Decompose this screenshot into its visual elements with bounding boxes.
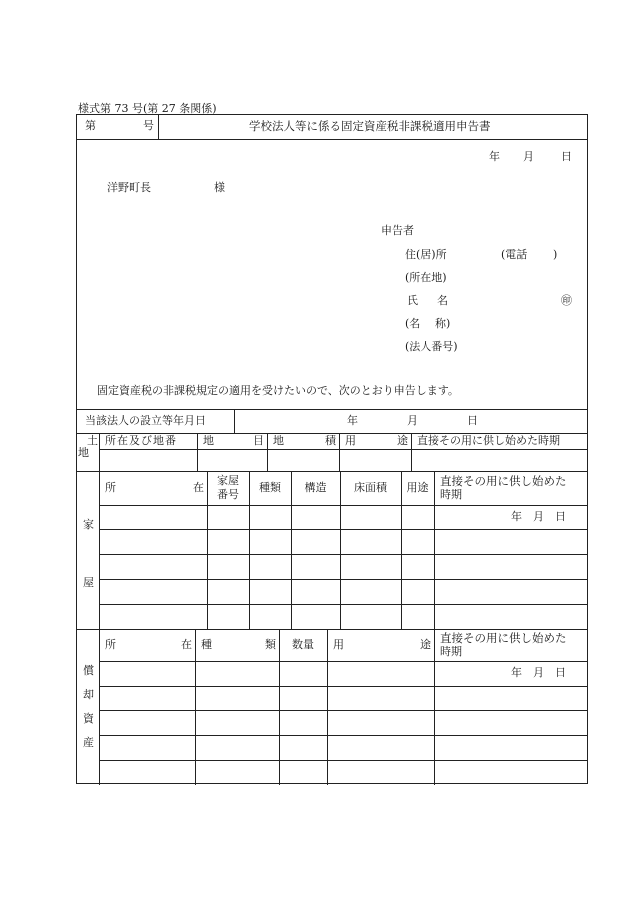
rule	[291, 471, 292, 629]
rule	[99, 529, 587, 530]
house-side-label-top: 家	[83, 518, 94, 531]
seal-icon: ㊞	[561, 294, 572, 307]
land-side-label-top: 土	[87, 434, 98, 447]
establishment-day: 日	[467, 414, 478, 427]
rule	[195, 629, 196, 785]
applicant-location-label: (所在地)	[405, 271, 447, 284]
establishment-label: 当該法人の設立等年月日	[85, 414, 206, 427]
depreciable-side-label-1: 償	[83, 664, 94, 677]
date-month-label: 月	[523, 150, 534, 163]
rule	[279, 629, 280, 785]
rule	[340, 471, 341, 629]
rule	[99, 604, 587, 605]
rule	[339, 433, 340, 471]
form-number-suffix: 号	[143, 119, 154, 132]
land-col-use-right: 途	[397, 434, 408, 447]
land-col-category-right: 目	[253, 434, 264, 447]
rule	[99, 629, 100, 785]
date-year-label: 年	[489, 150, 500, 163]
honorific: 様	[214, 181, 225, 194]
rule	[77, 139, 587, 140]
house-col-structure: 構造	[304, 481, 327, 494]
rule	[99, 661, 587, 662]
applicant-address-label: 住(居)所	[405, 248, 447, 261]
rule	[434, 629, 435, 785]
form-title: 学校法人等に係る固定資産税非課税適用申告書	[249, 119, 491, 133]
applicant-title-right: 称)	[435, 317, 451, 330]
depreciable-col-start-period-1: 直接その用に供し始めた	[440, 631, 567, 645]
rule	[249, 471, 250, 629]
depreciable-col-location-left: 所	[105, 638, 116, 651]
house-col-start-period-1: 直接その用に供し始めた	[440, 474, 567, 488]
rule	[99, 554, 587, 555]
land-side-label-bottom: 地	[78, 446, 89, 459]
rule	[77, 471, 587, 472]
depreciable-col-kind-left: 種	[201, 638, 212, 651]
depreciable-side-label-3: 資	[83, 712, 94, 725]
land-col-area-right: 積	[325, 434, 336, 447]
applicant-corp-number-label: (法人番号)	[405, 340, 458, 353]
house-col-location-right: 在	[193, 481, 204, 494]
rule	[158, 115, 159, 139]
rule	[99, 449, 587, 450]
land-col-location: 所在及び地番	[105, 434, 177, 447]
form-style-note: 様式第 73 号(第 27 条関係)	[78, 102, 217, 115]
rule	[77, 409, 587, 410]
house-col-number-1: 家屋	[217, 474, 239, 487]
date-day-label: 日	[561, 150, 572, 163]
rule	[99, 760, 587, 761]
rule	[99, 505, 587, 506]
land-col-start-period: 直接その用に供し始めた時期	[417, 434, 560, 447]
establishment-month: 月	[407, 414, 418, 427]
rule	[234, 409, 235, 433]
depreciable-side-label-4: 産	[83, 736, 94, 749]
applicant-phone-open: (電話	[501, 248, 528, 261]
applicant-name-left: 氏	[407, 294, 418, 307]
house-col-use: 用途	[406, 481, 429, 494]
rule	[327, 629, 328, 785]
rule	[401, 471, 402, 629]
rule	[99, 433, 100, 471]
rule	[99, 579, 587, 580]
house-col-start-period-2: 時期	[440, 488, 462, 501]
rule	[77, 629, 587, 630]
depreciable-col-start-period-2: 時期	[440, 645, 462, 658]
depreciable-col-location-right: 在	[181, 638, 192, 651]
depreciable-col-kind-right: 類	[265, 638, 276, 651]
house-side-label-bottom: 屋	[83, 576, 94, 589]
applicant-title-left: (名	[405, 317, 421, 330]
house-col-kind: 種類	[259, 481, 281, 494]
rule	[197, 433, 198, 471]
house-col-number-2: 番号	[217, 488, 239, 501]
depreciable-col-use-right: 途	[420, 638, 431, 651]
land-col-use-left: 用	[345, 434, 356, 447]
statement: 固定資産税の非課税規定の適用を受けたいので、次のとおり申告します。	[97, 384, 459, 397]
depreciable-col-quantity: 数量	[292, 638, 314, 651]
form-number-prefix: 第	[85, 119, 96, 132]
land-col-area-left: 地	[273, 434, 284, 447]
addressee: 洋野町長	[107, 181, 151, 194]
house-start-ymd: 年 月 日	[511, 510, 566, 523]
rule	[434, 471, 435, 629]
establishment-year: 年	[347, 414, 358, 427]
rule	[267, 433, 268, 471]
applicant-label: 申告者	[381, 224, 414, 237]
application-form	[76, 114, 588, 784]
rule	[99, 686, 587, 687]
rule	[99, 471, 100, 629]
applicant-phone-close: )	[553, 248, 558, 261]
house-col-location-left: 所	[105, 481, 116, 494]
depreciable-side-label-2: 却	[83, 688, 94, 701]
house-col-floor-area: 床面積	[354, 481, 387, 494]
rule	[411, 433, 412, 471]
rule	[99, 710, 587, 711]
depreciable-col-use-left: 用	[333, 638, 344, 651]
land-col-category-left: 地	[203, 434, 214, 447]
applicant-name-right: 名	[437, 294, 448, 307]
rule	[99, 735, 587, 736]
depreciable-start-ymd: 年 月 日	[511, 666, 566, 679]
